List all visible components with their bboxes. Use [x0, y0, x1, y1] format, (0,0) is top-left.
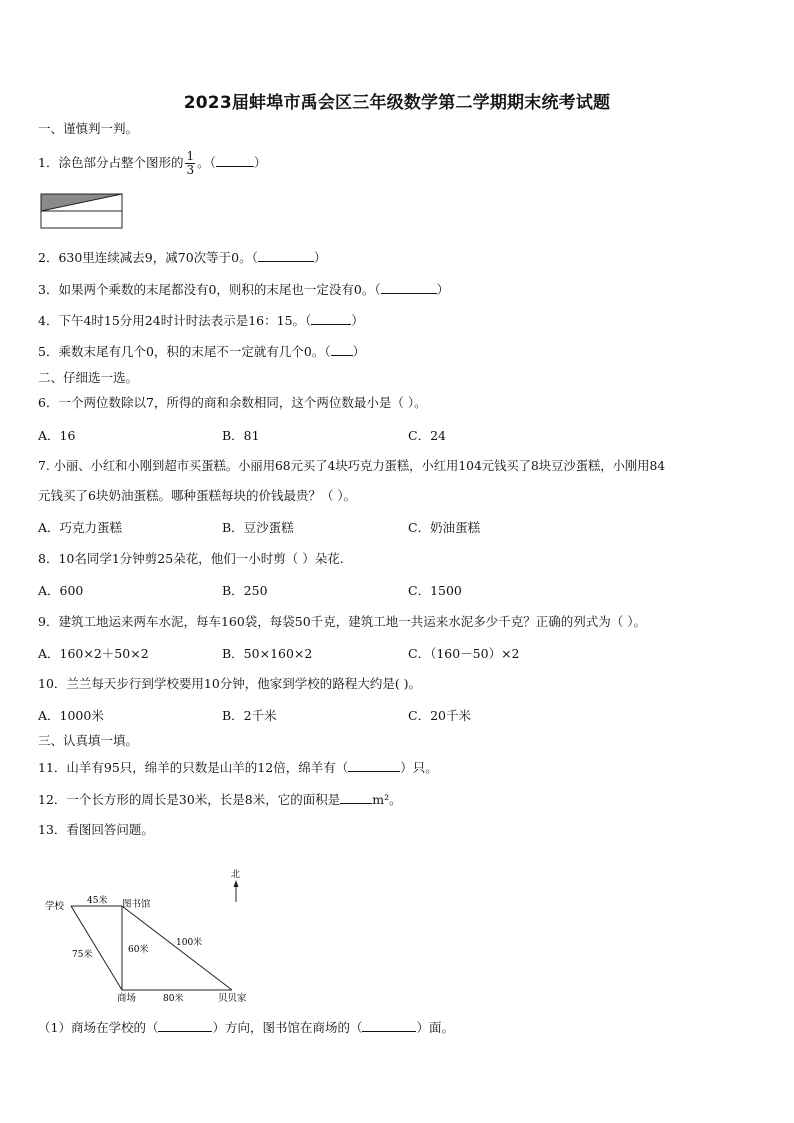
q7-option-c[interactable]: C．奶油蛋糕: [408, 520, 481, 535]
q8-option-a[interactable]: A．600: [38, 583, 84, 598]
q9-option-a[interactable]: A．160×2＋50×2: [38, 646, 149, 661]
distance-school-mall: 75米: [72, 950, 93, 960]
q7-option-a[interactable]: A．巧克力蛋糕: [38, 520, 123, 535]
answer-blank[interactable]: [158, 1018, 212, 1032]
question-2: 2．630里连续减去9，减70次等于0。（ ）: [38, 250, 327, 265]
question-11: 11．山羊有95只，绵羊的只数是山羊的12倍，绵羊有（ ）只。: [38, 760, 438, 775]
label-beibei-home: 贝贝家: [218, 993, 247, 1004]
question-4: 4．下午4时15分用24时计时法表示是16：15。（ ）: [38, 313, 364, 328]
q9-option-c[interactable]: C．（160－50）×2: [408, 646, 520, 661]
answer-blank[interactable]: [362, 1018, 416, 1032]
map-figure: [40, 862, 280, 1012]
question-7-line-2: 元钱买了6块奶油蛋糕。哪种蛋糕每块的价钱最贵？（ ）。: [38, 488, 357, 503]
answer-blank[interactable]: [311, 311, 351, 325]
answer-blank[interactable]: [381, 280, 437, 294]
question-3: 3．如果两个乘数的末尾都没有0，则积的末尾也一定没有0。（ ）: [38, 282, 450, 297]
distance-library-beibei: 100米: [176, 938, 203, 948]
q10-option-c[interactable]: C．20千米: [408, 708, 471, 723]
label-school: 学校: [45, 901, 65, 912]
q6-option-b[interactable]: B．81: [222, 428, 260, 443]
shaded-rectangle-figure: [40, 193, 124, 229]
question-12: 12．一个长方形的周长是30米，长是8米，它的面积是 m²。: [38, 792, 402, 807]
section-heading-1: 一、谨慎判一判。: [38, 121, 139, 136]
question-5: 5．乘数末尾有几个0，积的末尾不一定就有几个0。（ ）: [38, 344, 366, 359]
answer-blank[interactable]: [216, 153, 254, 167]
q6-option-a[interactable]: A．16: [38, 428, 76, 443]
label-mall: 商场: [117, 993, 137, 1004]
distance-mall-beibei: 80米: [163, 994, 184, 1004]
q8-option-b[interactable]: B．250: [222, 583, 268, 598]
section-heading-2: 二、仔细选一选。: [38, 370, 139, 385]
question-7-line-1: 7. 小丽、小红和小刚到超市买蛋糕。小丽用68元买了4块巧克力蛋糕，小红用104元钱买了8块豆沙蛋糕，小刚用84: [38, 459, 666, 473]
answer-blank[interactable]: [340, 790, 372, 804]
answer-blank[interactable]: [331, 342, 353, 356]
question-1: 1．涂色部分占整个图形的 $\frac{1}{3}$ 。（ ）: [38, 149, 267, 177]
question-10: 10．兰兰每天步行到学校要用10分钟，他家到学校的路程大约是( )。: [38, 676, 422, 691]
q6-option-c[interactable]: C．24: [408, 428, 446, 443]
distance-library-mall: 60米: [128, 945, 149, 955]
road-school-mall: [71, 906, 122, 990]
answer-blank[interactable]: [348, 758, 400, 772]
label-library: 图书馆: [122, 899, 151, 910]
question-6: 6．一个两位数除以7，所得的商和余数相同，这个两位数最小是（ ）。: [38, 395, 427, 410]
question-8: 8．10名同学1分钟剪25朵花，他们一小时剪（ ）朵花.: [38, 551, 344, 566]
question-9: 9．建筑工地运来两车水泥，每车160袋，每袋50千克，建筑工地一共运来水泥多少千克？正确的列式为（ ）。: [38, 614, 646, 629]
section-heading-3: 三、认真填一填。: [38, 733, 139, 748]
answer-blank[interactable]: [258, 248, 314, 262]
question-13-1: （1）商场在学校的（ ）方向，图书馆在商场的（ ）面。: [38, 1020, 454, 1035]
north-label: 北: [231, 870, 241, 880]
q7-option-b[interactable]: B．豆沙蛋糕: [222, 520, 294, 535]
q8-option-c[interactable]: C．1500: [408, 583, 462, 598]
q10-option-a[interactable]: A．1000米: [38, 708, 104, 723]
page-title: 2023届蚌埠市禹会区三年级数学第二学期期末统考试题: [183, 93, 611, 113]
q9-option-b[interactable]: B．50×160×2: [222, 646, 313, 661]
distance-school-library: 45米: [87, 896, 108, 906]
q1-prefix: 1．涂色部分占整个图形的: [38, 155, 184, 170]
q10-option-b[interactable]: B．2千米: [222, 708, 277, 723]
fraction-one-third: $\frac{1}{3}$: [186, 149, 195, 177]
north-arrow-head: [234, 880, 239, 887]
question-13: 13．看图回答问题。: [38, 822, 154, 837]
